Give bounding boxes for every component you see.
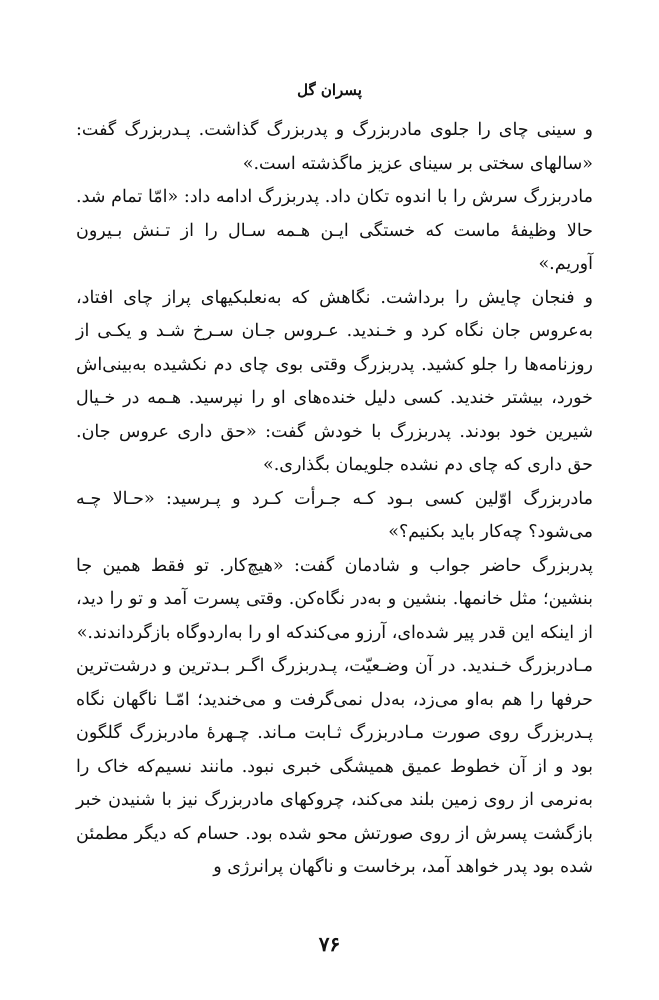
body-text [76,114,593,885]
paragraph-4: مادربزرگ اوّلین کسی بـود کـه جـرأت کـرد و پـرسید: «حـالا چـه می‌شود؟ چه‌کار باید بکنیم؟» [76,488,593,542]
paragraph-1: و سینی چای را جلوی مادربزرگ و پدربزرگ گذاشت. پـدربزرگ گفت: «سالهای سختی بر سینای عزیز ماگذشته است.» [76,120,593,174]
paragraph-2: مادربزرگ سرش را با اندوه تکان داد. پدربزرگ ادامه داد: «امّا تمام شد. حالا وظیفهٔ ماست که خستگی ایـن هـمه سـال را از تـنش بـیرون آوریم.» [76,187,593,274]
page-number: ۷۶ [318,932,341,956]
paragraph-5: پدربزرگ حاضر جواب و شادمان گفت: «هیچ‌کار. تو فقط همین جا بنشین؛ مثل خانمها. بنشین و به‌در نگاه‌کن. وقتی پسرت آمد و تو را دید، از اینکه این قدر پیر شده‌ای، آرزو می‌کندکه او را به‌اردوگاه بازگرداندند.» [76,555,593,643]
paragraph-6: مـادربزرگ خـندید. در آن وضـعیّت، پـدربزرگ اگـر بـدترین و درشت‌ترین حرفها را هم به‌او می‌زد، به‌دل نمی‌گرفت و می‌خندید؛ امّـا ناگهان نگاه پـدربزرگ روی صورت مـادربزرگ ثـابت مـاند. چـهرهٔ مادربزرگ گلگون بود و از آن خطوط عمیق همیشگی خبری نبود. مانند نسیم‌که خاک را به‌نرمی از روی زمین بلند می‌کند، چروکهای مادربزرگ نیز با شنیدن خبر بازگشت پسرش از روی صورتش محو شده بود. حسام که دیگر مطمئن شده بود پدر خواهد آمد، برخاست و ناگهان پرانرژی و [76,656,593,877]
paragraph-3: و فنجان چایش را برداشت. نگاهش که به‌نعلبکیهای پراز چای افتاد، به‌عروس جان نگاه کرد و خـندید. عـروس جـان سـرخ شـد و یکـی از روزنامه‌ها را جلو کشید. پدربزرگ وقتی بوی چای دم نکشیده به‌بینی‌اش خورد، بیشتر خندید. کسی دلیل خنده‌های او را نپرسید. هـمه در خـیال شیرین خود بودند. پدربزرگ با خودش گفت: «حق داری عروس جان. حق داری که چای دم نشده جلویمان بگذاری.» [76,287,593,475]
running-header: پسران گل [297,81,362,99]
